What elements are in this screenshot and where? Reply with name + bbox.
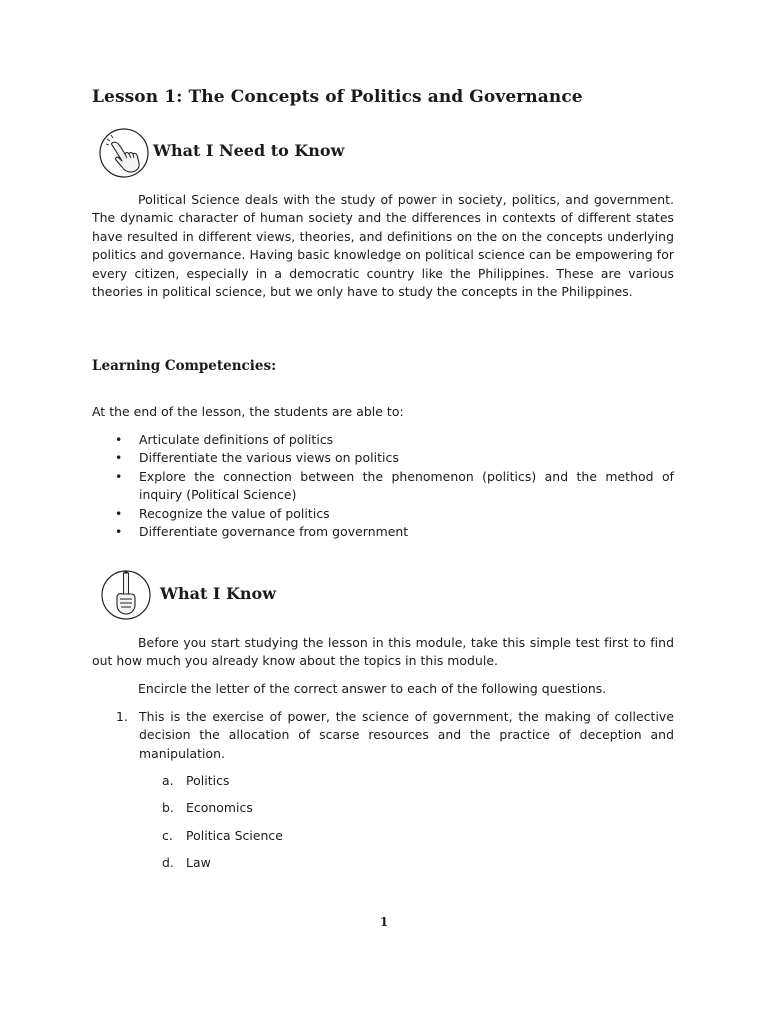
choice-letter: a. (162, 773, 174, 788)
bullet: • (115, 505, 123, 521)
what-i-need-to-know-heading: What I Need to Know (153, 141, 345, 160)
pointing-hand-icon (98, 127, 150, 179)
bullet: • (115, 432, 123, 447)
list-item (92, 431, 674, 449)
list-item (92, 505, 674, 523)
competency-text: Differentiate the various views on politics (139, 450, 399, 466)
choice-d[interactable] (162, 854, 211, 872)
question-text: This is the exercise of power, the science of government, the making of collective decision the allocation of scarse resources and the practice of deception and manipulation. (139, 709, 674, 761)
list-item (92, 523, 674, 541)
list-item (92, 468, 674, 505)
competencies-list (92, 431, 674, 541)
test-intro-paragraph: Before you start studying the lesson in this module, take this simple test first to find out how much you already know about the topics in this module. (92, 635, 674, 669)
lesson-title: Lesson 1: The Concepts of Politics and Governance (92, 87, 583, 107)
choice-b[interactable] (162, 799, 253, 817)
bullet: • (115, 468, 123, 484)
choice-text: Politics (186, 773, 230, 788)
choice-text: Economics (186, 800, 253, 815)
competencies-intro: At the end of the lesson, the students are able to: (92, 404, 404, 419)
bullet: • (115, 450, 123, 466)
choice-text: Politica Science (186, 828, 283, 843)
hand-holding-pencil-icon (100, 569, 152, 621)
competency-text: Articulate definitions of politics (139, 432, 334, 447)
question-number: 1. (116, 709, 128, 724)
bullet: • (115, 524, 123, 540)
choice-letter: c. (162, 828, 173, 843)
question-item (92, 708, 674, 763)
choice-c[interactable] (162, 827, 283, 845)
competency-text: Recognize the value of politics (139, 505, 330, 521)
page-number: 1 (379, 915, 389, 929)
competency-text: Explore the connection between the phenomenon (politics) and the method of inquiry (Political Science) (139, 468, 674, 503)
choice-letter: d. (162, 855, 174, 870)
what-i-know-heading: What I Know (160, 584, 276, 603)
choice-letter: b. (162, 800, 174, 815)
list-item (92, 449, 674, 467)
choice-a[interactable] (162, 772, 229, 790)
intro-paragraph: Political Science deals with the study of power in society, politics, and government. The dynamic character of human society and the differences in contexts of different states have resulted in different views, theories, and definitions on the on the concepts underlying politics and governance. Having basic knowledge on political science can be empowering for every citizen, especially in a democratic country like the Philippines. These are various theories in political science, but we only have to study the concepts in the Philippines. (92, 192, 674, 300)
learning-competencies-heading: Learning Competencies: (92, 358, 277, 374)
choice-text: Law (186, 855, 211, 870)
test-instruction: Encircle the letter of the correct answer to each of the following questions. (138, 681, 607, 696)
competency-text: Differentiate governance from government (139, 524, 409, 540)
